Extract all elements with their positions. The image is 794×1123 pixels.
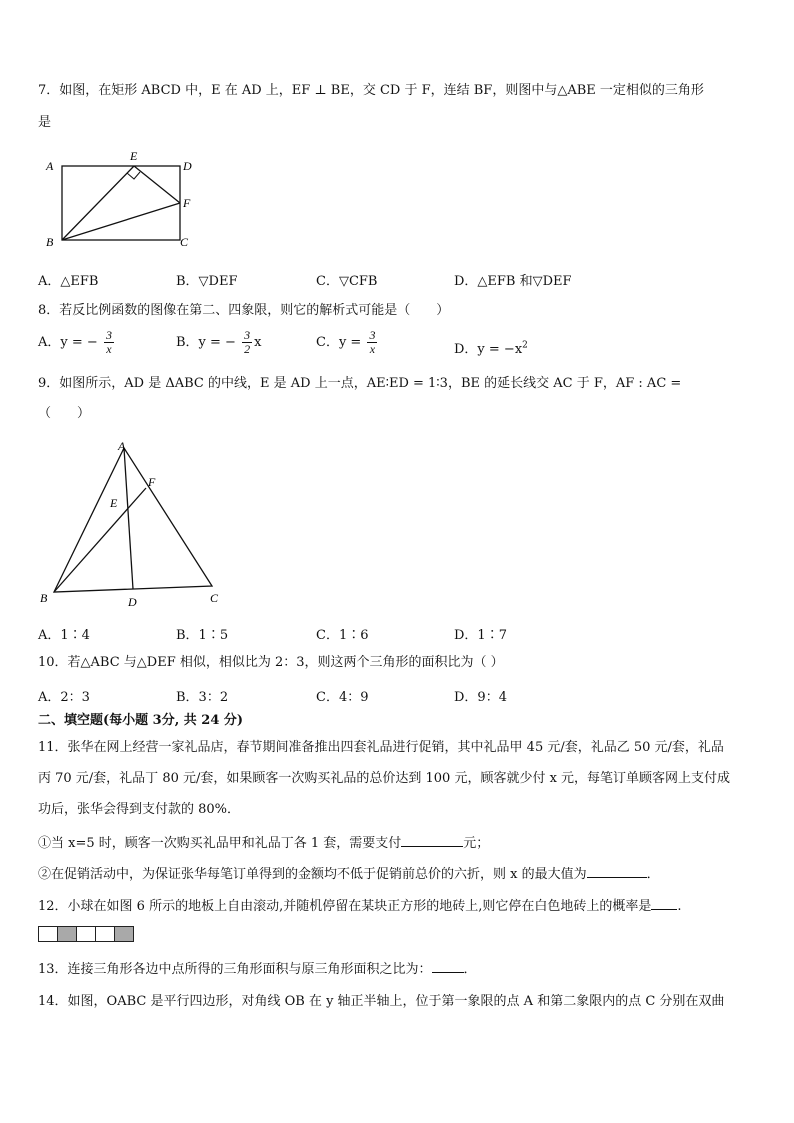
q7-option-b[interactable]: B．▽DEF [176, 274, 238, 289]
q11-part1-text: ①当 x=5 时，顾客一次购买礼品甲和礼品丁各 1 套，需要支付 [38, 836, 402, 851]
q10-option-b[interactable]: B．3：2 [176, 690, 229, 705]
q10-option-d[interactable]: D．9：4 [454, 690, 507, 705]
tile-gray [58, 927, 77, 941]
label-a: A [118, 439, 126, 453]
q8-a-fraction [104, 329, 114, 356]
q9-line2: （ ） [38, 406, 91, 421]
q9-line1: 9．如图所示，AD 是 ΔABC 的中线，E 是 AD 上一点，AE∶ED = 1∶3，BE 的延长线交 AC 于 F，AF : AC = [38, 376, 682, 391]
label-f: F [183, 196, 191, 210]
q8-b-suffix: x [254, 335, 262, 350]
q8-c-fraction [367, 329, 377, 356]
q8-option-c[interactable] [316, 329, 379, 356]
q13-text: 13．连接三角形各边中点所得的三角形面积与原三角形面积之比为： [38, 962, 432, 977]
q8-option-d[interactable] [454, 338, 528, 357]
q7-rectangle-figure [38, 148, 208, 253]
q8-c-den: x [369, 342, 376, 356]
label-f: F [148, 475, 156, 489]
q11-part2-blank[interactable] [587, 863, 647, 878]
q8-c-prefix: C．y = [316, 335, 362, 350]
rect-abcd [62, 166, 180, 240]
tile-white [39, 927, 58, 941]
q8-d-prefix: D．y = −x [454, 342, 523, 357]
q11-line1: 11．张华在网上经营一家礼品店，春节期间准备推出四套礼品进行促销，其中礼品甲 45 元/套，礼品乙 50 元/套，礼品 [38, 740, 724, 755]
q7-option-a[interactable]: A．△EFB [38, 274, 99, 289]
label-b: B [40, 591, 48, 605]
q8-b-fraction [242, 329, 252, 356]
q11-part1-blank[interactable] [401, 832, 463, 847]
label-c: C [210, 591, 219, 605]
q8-stem: 8．若反比例函数的图像在第二、四象限，则它的解析式可能是（ ） [38, 303, 450, 318]
q12-stem [38, 895, 681, 916]
q8-a-num: 3 [105, 328, 112, 342]
q9-option-a[interactable]: A．1∶4 [38, 628, 90, 643]
q12-text: 12．小球在如图 6 所示的地板上自由滚动,并随机停留在某块正方形的地砖上,则它停在白色地砖上的概率是 [38, 899, 652, 914]
q9-triangle-figure [36, 436, 236, 611]
q13-tail: ． [463, 962, 477, 977]
q11-part2-text: ②在促销活动中，为保证张华每笔订单得到的金额均不低于促销前总价的六折，则 x 的最大值为 [38, 867, 587, 882]
q7-line1: 7．如图，在矩形 ABCD 中，E 在 AD 上，EF ⊥ BE，交 CD 于 F，连结 BF，则图中与△ABE 一定相似的三角形 [38, 83, 704, 98]
q10-option-c[interactable]: C．4：9 [316, 690, 369, 705]
q8-b-num: 3 [244, 328, 251, 342]
q10-stem: 10．若△ABC 与△DEF 相似，相似比为 2：3，则这两个三角形的面积比为（ ） [38, 655, 504, 670]
q11-part1-unit: 元； [463, 836, 490, 851]
right-angle-mark [127, 172, 140, 179]
label-e: E [110, 496, 118, 510]
q7-option-c[interactable]: C．▽CFB [316, 274, 378, 289]
label-d: D [183, 159, 192, 173]
q9-option-b[interactable]: B．1∶5 [176, 628, 229, 643]
q8-a-den: x [106, 342, 112, 356]
q7-option-d[interactable]: D．△EFB 和▽DEF [454, 274, 572, 289]
q11-line2: 丙 70 元/套，礼品丁 80 元/套，如果顾客一次购买礼品的总价达到 100 元，顾客就少付 x 元，每笔订单顾客网上支付成 [38, 771, 731, 786]
q11-part2 [38, 863, 660, 884]
segment-ad [124, 448, 133, 589]
q10-option-a[interactable]: A．2：3 [38, 690, 90, 705]
q12-tail: . [677, 899, 682, 914]
q9-option-c[interactable]: C．1∶6 [316, 628, 369, 643]
q8-option-b[interactable] [176, 329, 261, 356]
label-d: D [128, 595, 137, 609]
q8-d-sup: 2 [522, 340, 528, 351]
q13-stem [38, 958, 477, 979]
label-c: C [180, 235, 189, 249]
section-2-title: 二、填空题(每小题 3分, 共 24 分) [38, 713, 244, 728]
q8-b-den: 2 [244, 342, 251, 356]
q14-stem: 14．如图，OABC 是平行四边形，对角线 OB 在 y 轴正半轴上，位于第一象限的点 A 和第二象限内的点 C 分别在双曲 [38, 994, 725, 1009]
label-a: A [46, 159, 54, 173]
q8-option-a[interactable] [38, 329, 116, 356]
q9-option-d[interactable]: D．1∶7 [454, 628, 507, 643]
tile-white [96, 927, 115, 941]
q8-b-prefix: B．y = − [176, 335, 236, 350]
q11-part2-end: ． [646, 867, 660, 882]
q8-c-num: 3 [369, 328, 376, 342]
tile-gray [115, 927, 133, 941]
segment-ef [134, 166, 180, 203]
label-e: E [130, 149, 138, 163]
tile-white [77, 927, 96, 941]
q11-part1 [38, 832, 489, 853]
label-b: B [46, 235, 54, 249]
q7-line2: 是 [38, 115, 52, 130]
q11-line3: 功后，张华会得到支付款的 80%． [38, 802, 241, 817]
q13-blank[interactable] [432, 958, 464, 973]
triangle-abc [54, 448, 212, 592]
q12-blank[interactable] [651, 895, 677, 910]
q12-tile-strip [38, 926, 134, 942]
q8-a-prefix: A．y = − [38, 335, 98, 350]
